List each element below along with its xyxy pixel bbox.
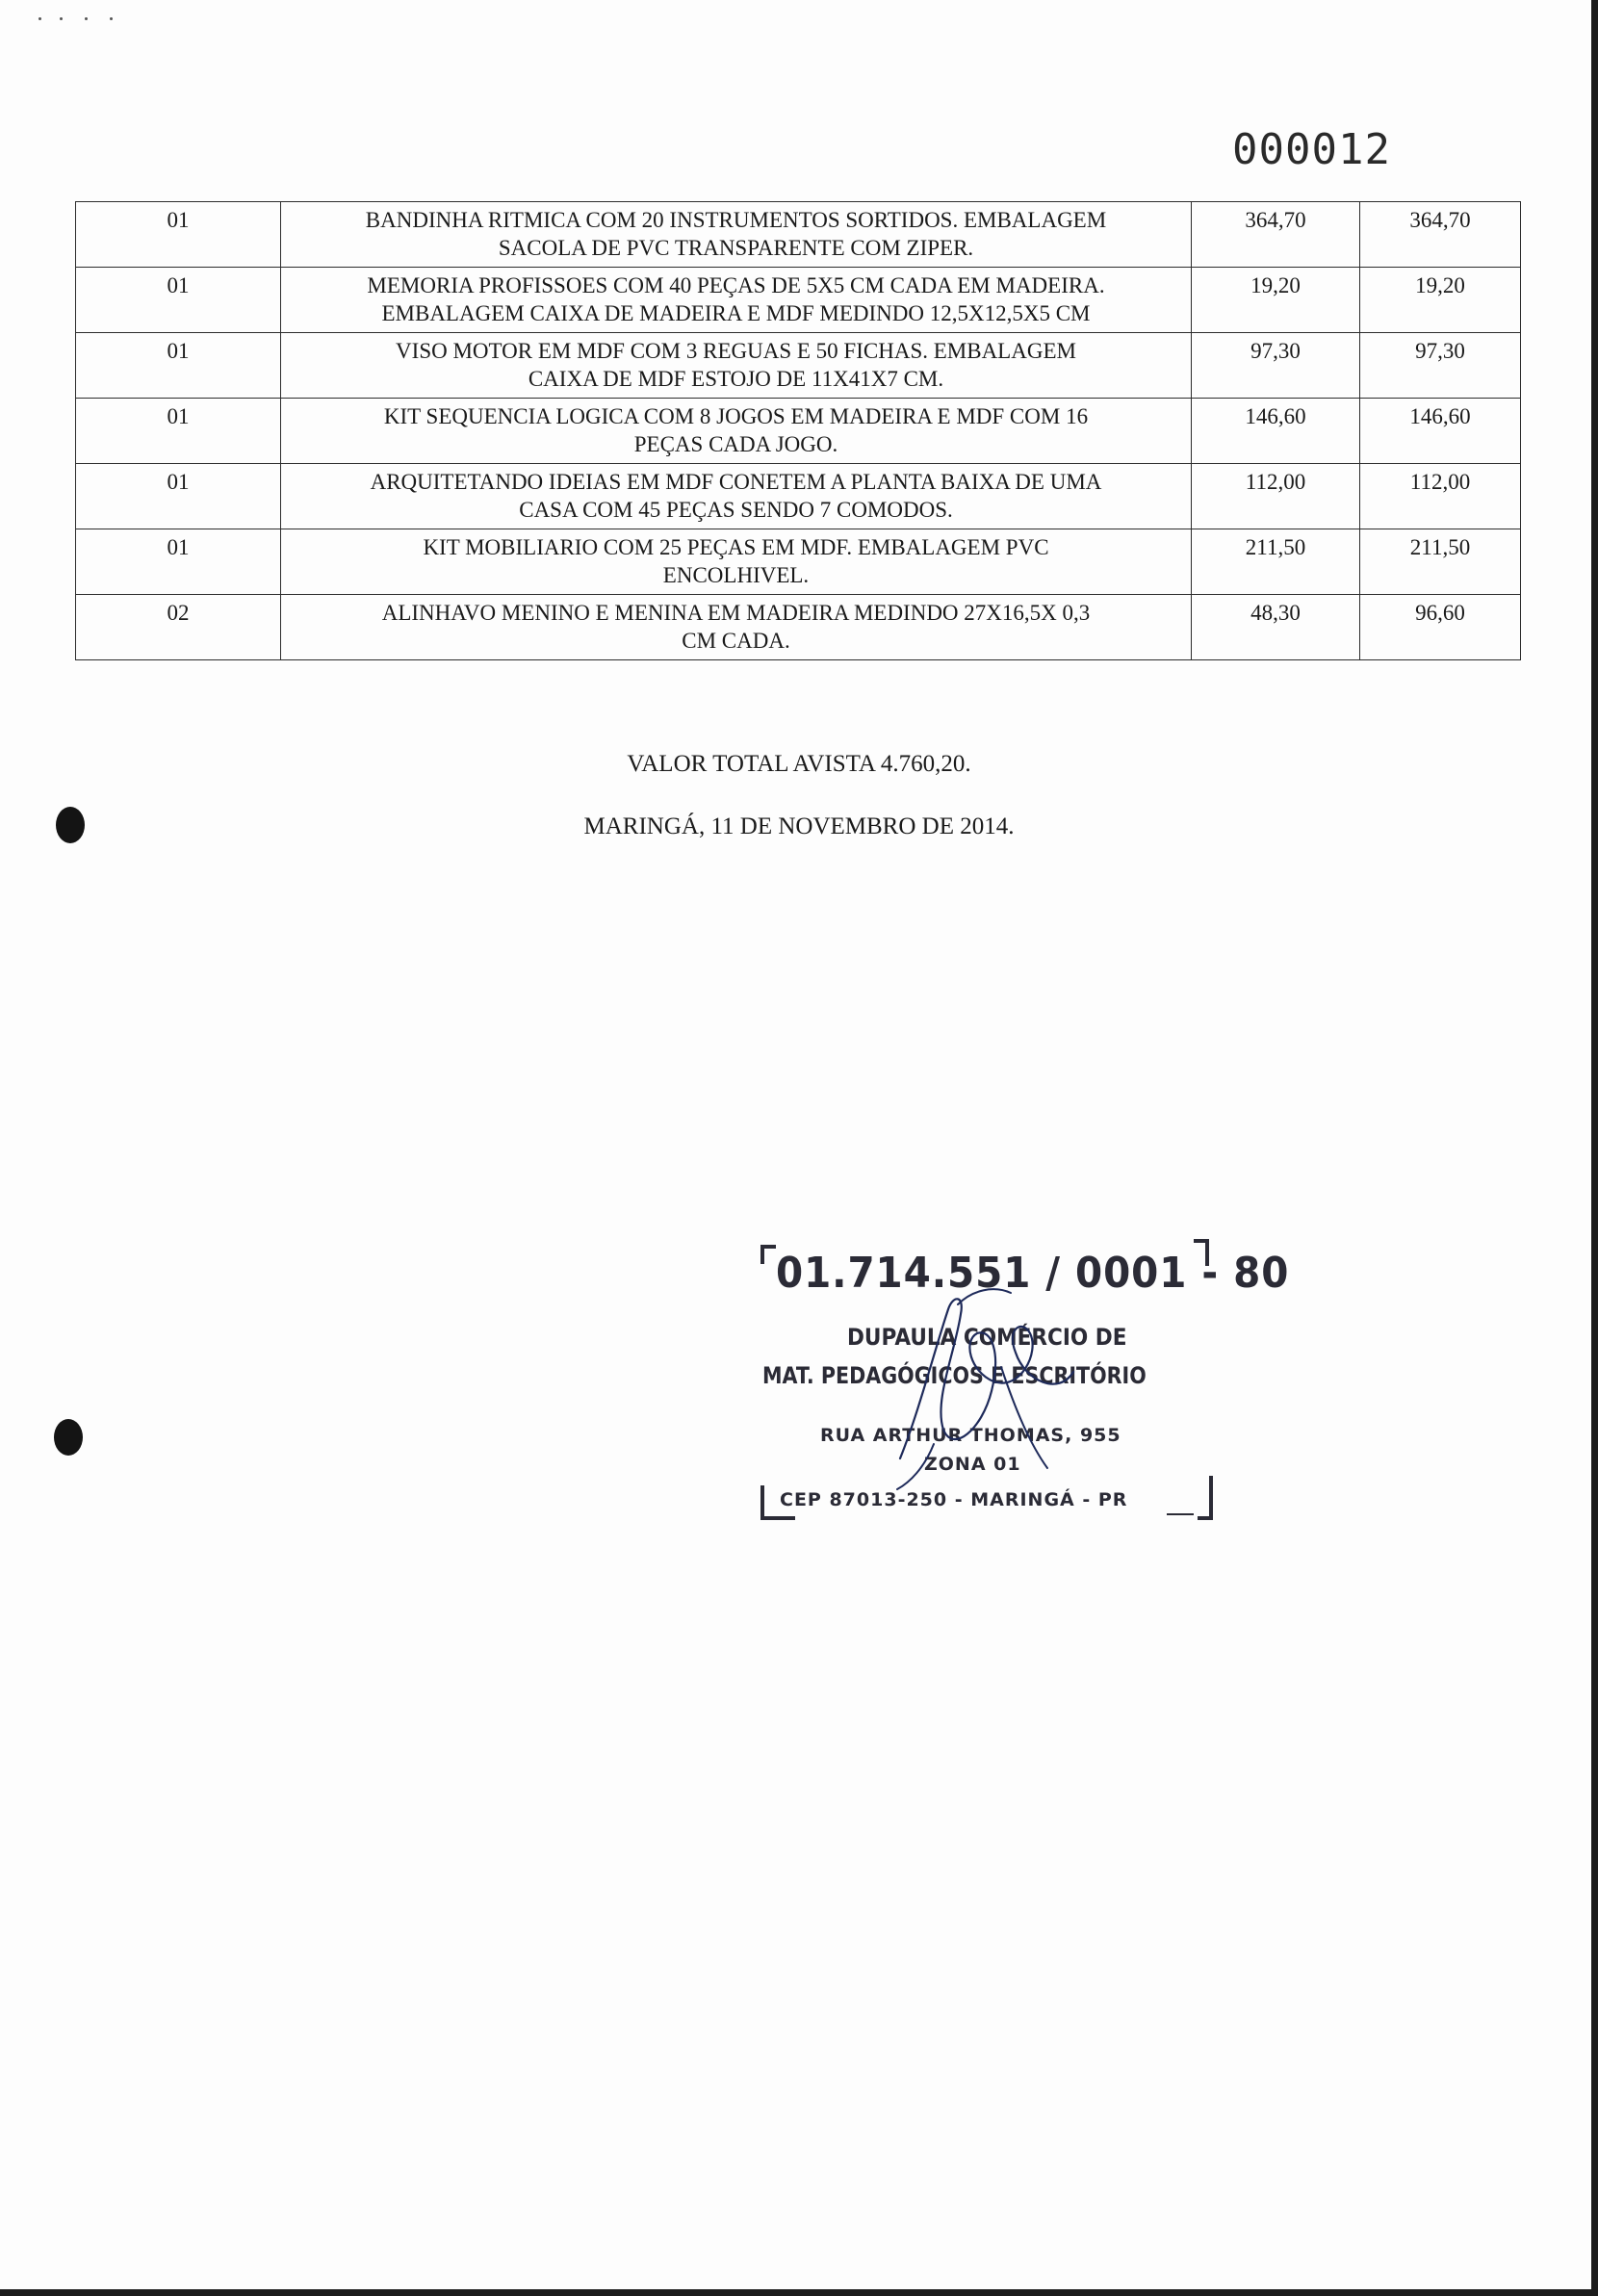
item-unit-price: 48,30 <box>1192 595 1360 660</box>
item-unit-price: 19,20 <box>1192 268 1360 333</box>
item-description-line: KIT SEQUENCIA LOGICA COM 8 JOGOS EM MADEIRA E MDF COM 16 <box>383 404 1089 428</box>
item-total-price: 211,50 <box>1360 529 1521 595</box>
item-description-line: CASA COM 45 PEÇAS SENDO 7 COMODOS. <box>519 498 953 522</box>
item-description-line: KIT MOBILIARIO COM 25 PEÇAS EM MDF. EMBALAGEM PVC <box>423 535 1049 559</box>
table-row <box>76 464 1521 529</box>
scan-artifact <box>39 17 125 23</box>
item-quantity: 01 <box>76 529 281 595</box>
item-description-line: VISO MOTOR EM MDF COM 3 REGUAS E 50 FICHAS. EMBALAGEM <box>396 339 1076 363</box>
item-quantity: 01 <box>76 333 281 399</box>
item-description-line: CM CADA. <box>682 629 790 653</box>
item-description <box>281 464 1192 529</box>
item-description-line: MEMORIA PROFISSOES COM 40 PEÇAS DE 5X5 CM CADA EM MADEIRA. <box>367 273 1105 297</box>
item-unit-price: 364,70 <box>1192 202 1360 268</box>
items-table <box>75 201 1521 660</box>
date-line: MARINGÁ, 11 DE NOVEMBRO DE 2014. <box>583 813 1015 839</box>
item-description <box>281 268 1192 333</box>
item-description <box>281 529 1192 595</box>
item-quantity: 01 <box>76 202 281 268</box>
stamp-company-name: DUPAULA COMÉRCIO DE <box>847 1324 1127 1351</box>
item-unit-price: 146,60 <box>1192 399 1360 464</box>
stamp-zone: ZONA 01 <box>924 1454 1021 1475</box>
punch-hole <box>54 1419 83 1456</box>
table-row <box>76 529 1521 595</box>
item-description <box>281 333 1192 399</box>
item-description-line: CAIXA DE MDF ESTOJO DE 11X41X7 CM. <box>528 367 944 391</box>
item-description-line: ALINHAVO MENINO E MENINA EM MADEIRA MEDINDO 27X16,5X 0,3 <box>381 601 1091 625</box>
stamp-address: RUA ARTHUR THOMAS, 955 <box>820 1425 1121 1446</box>
table-row <box>76 268 1521 333</box>
item-quantity: 02 <box>76 595 281 660</box>
item-unit-price: 211,50 <box>1192 529 1360 595</box>
item-total-price: 96,60 <box>1360 595 1521 660</box>
scan-edge-right <box>1591 0 1598 2296</box>
item-description-line: PEÇAS CADA JOGO. <box>633 432 838 456</box>
item-quantity: 01 <box>76 464 281 529</box>
stamp-company-sub: MAT. PEDAGÓGICOS E ESCRITÓRIO <box>762 1362 1147 1389</box>
item-unit-price: 112,00 <box>1192 464 1360 529</box>
table-row <box>76 399 1521 464</box>
item-description-line: EMBALAGEM CAIXA DE MADEIRA E MDF MEDINDO 12,5X12,5X5 CM <box>381 301 1091 325</box>
item-quantity: 01 <box>76 399 281 464</box>
item-total-price: 97,30 <box>1360 333 1521 399</box>
item-description <box>281 202 1192 268</box>
item-description-line: SACOLA DE PVC TRANSPARENTE COM ZIPER. <box>498 236 974 260</box>
signature <box>741 1237 1223 1545</box>
stamp-cnpj: 01.714.551 / 0001 - 80 <box>776 1249 1290 1298</box>
item-description-line: ENCOLHIVEL. <box>662 563 810 587</box>
total-value: VALOR TOTAL AVISTA 4.760,20. <box>627 751 971 777</box>
item-total-price: 364,70 <box>1360 202 1521 268</box>
company-stamp <box>741 1237 1290 1545</box>
item-description <box>281 399 1192 464</box>
item-description-line: BANDINHA RITMICA COM 20 INSTRUMENTOS SORTIDOS. EMBALAGEM <box>365 208 1107 232</box>
item-total-price: 19,20 <box>1360 268 1521 333</box>
item-unit-price: 97,30 <box>1192 333 1360 399</box>
table-row <box>76 202 1521 268</box>
item-total-price: 112,00 <box>1360 464 1521 529</box>
document-number: 000012 <box>1232 125 1391 174</box>
stamp-cep-city: CEP 87013-250 - MARINGÁ - PR <box>780 1489 1128 1510</box>
item-description <box>281 595 1192 660</box>
item-quantity: 01 <box>76 268 281 333</box>
scan-edge-bottom <box>0 2289 1598 2296</box>
item-description-line: ARQUITETANDO IDEIAS EM MDF CONETEM A PLANTA BAIXA DE UMA <box>370 470 1102 494</box>
table-row <box>76 333 1521 399</box>
table-row <box>76 595 1521 660</box>
item-total-price: 146,60 <box>1360 399 1521 464</box>
